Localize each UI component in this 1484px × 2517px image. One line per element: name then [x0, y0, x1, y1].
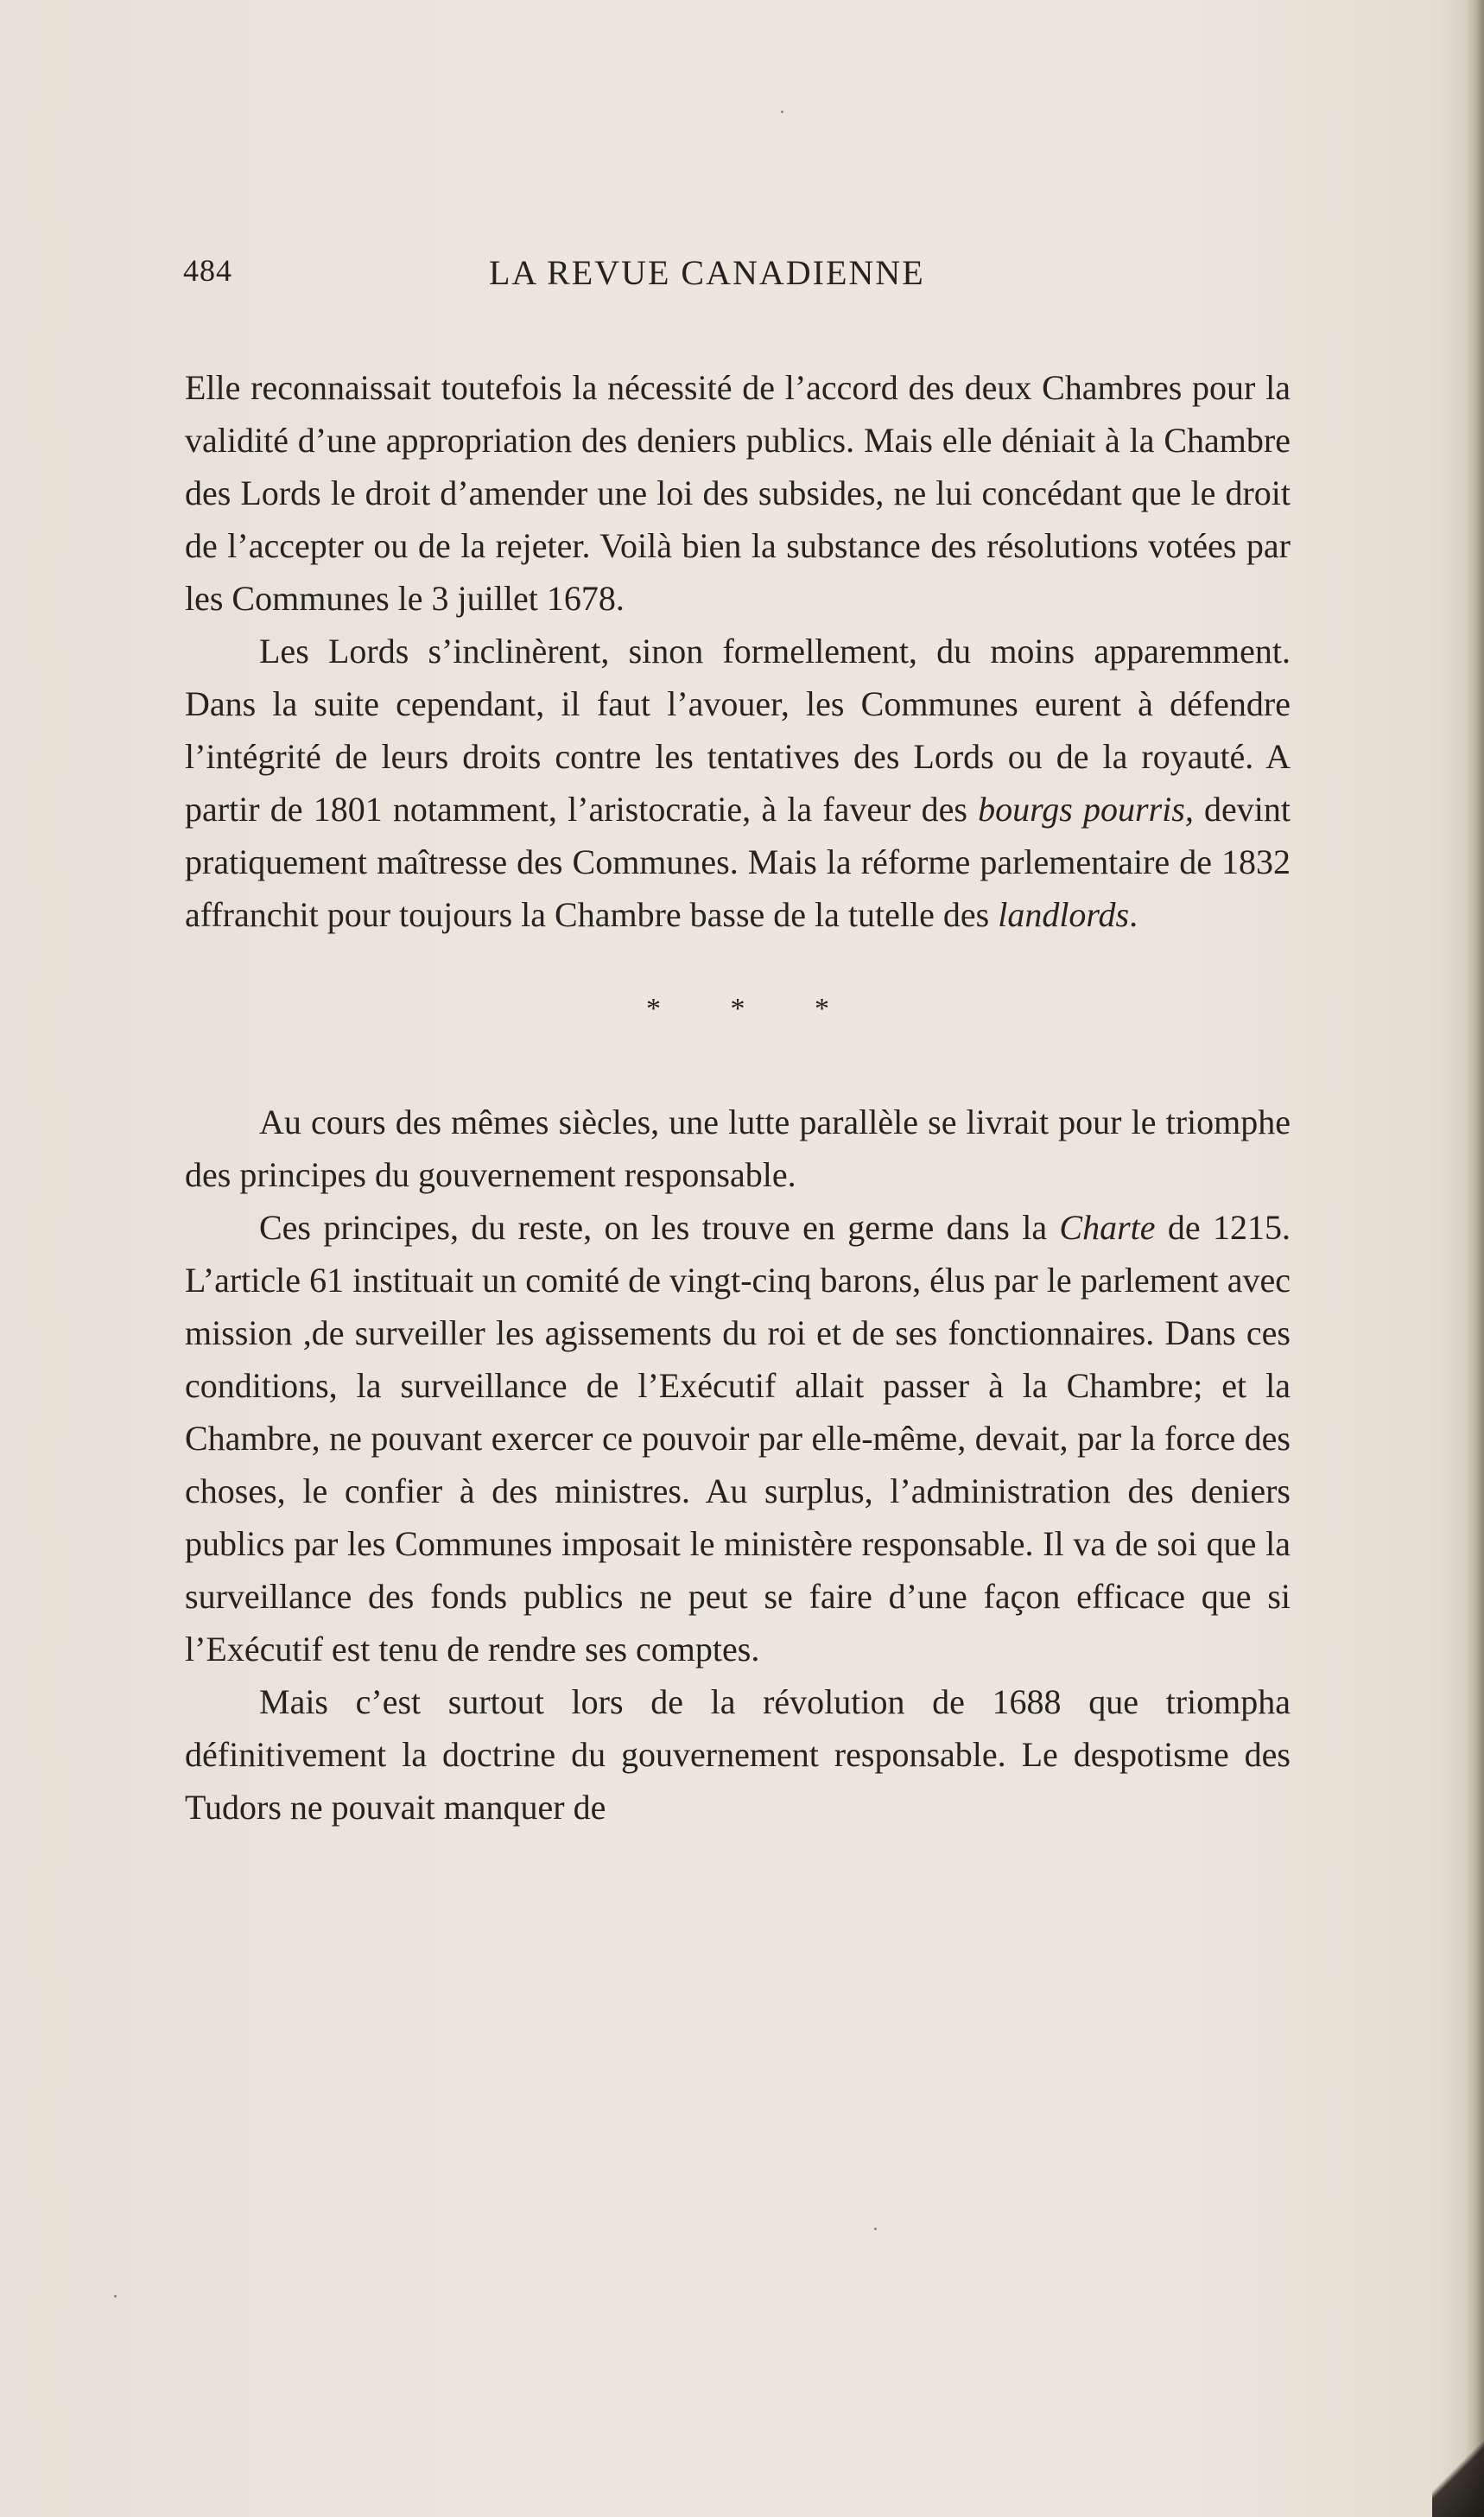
paragraph-text: .	[1129, 895, 1138, 934]
paragraph-text: de 1215. L’article 61 instituait un comité de vingt-cinq barons, élus par le parlement avec mission ,de surveiller les agissements du roi et de ses fonctionnaires. Dans ces conditions, la surveillance de l’Exécutif allait passer à la Chambre; et la Chambre, ne pouvant exercer ce pouvoir par elle-même, devait, par la force des choses, le confier à des ministres. Au surplus, l’administration des deniers publics par les Communes imposait le ministère responsable. Il va de soi que la surveillance des fonds publics ne peut se faire d’une façon efficace que si l’Exécutif est tenu de rendre ses comptes.	[185, 1208, 1291, 1668]
italic-text: landlords	[998, 895, 1130, 934]
paragraph-text: devint pratiquement maîtresse des Communes. Mais la réforme parlementaire de 1832 affranchit pour toujours la Chambre basse de la tutelle des	[185, 790, 1291, 934]
italic-text: Charte	[1059, 1208, 1156, 1247]
running-head	[183, 252, 1289, 296]
body-text	[185, 361, 1291, 1834]
paragraph	[185, 625, 1291, 941]
paragraph	[185, 1675, 1291, 1834]
paragraph	[185, 1201, 1291, 1675]
paper-speck	[874, 2228, 877, 2230]
journal-title: LA REVUE CANADIENNE	[489, 253, 925, 292]
paper-speck	[114, 2295, 117, 2298]
paragraph-text: Ces principes, du reste, on les trouve en germe dans la	[259, 1208, 1060, 1247]
paper-speck	[781, 111, 783, 113]
paragraph	[185, 1096, 1291, 1201]
page-number: 484	[183, 253, 232, 288]
paragraph	[185, 361, 1291, 625]
italic-text: bourgs pourris,	[978, 790, 1194, 829]
section-separator: * * *	[646, 993, 860, 1025]
page-edge-shadow	[1465, 0, 1484, 2517]
paragraph-text: Mais c’est surtout lors de la révolution de 1688 que triompha définitivement la doctrine du gouvernement responsable. Le despotisme des Tudors ne pouvait manquer de	[185, 1682, 1291, 1827]
corner-shadow	[1432, 2396, 1484, 2517]
paragraph-text: Les Lords s’inclinèrent, sinon formellement, du moins apparemment. Dans la suite cependant, il faut l’avouer, les Communes eurent à défendre l’intégrité de leurs droits contre les tentatives des Lords ou de la royauté. A partir de 1801 notamment, l’aristocratie, à la faveur des	[185, 632, 1291, 829]
paragraph-text: Elle reconnaissait toutefois la nécessité de l’accord des deux Chambres pour la validité d’une appropriation des deniers publics. Mais elle déniait à la Chambre des Lords le droit d’amender une loi des subsides, ne lui concédant que le droit de l’accepter ou de la rejeter. Voilà bien la substance des résolutions votées par les Communes le 3 juillet 1678.	[185, 368, 1291, 618]
paragraph-text: Au cours des mêmes siècles, une lutte parallèle se livrait pour le triomphe des principes du gouvernement responsable.	[185, 1103, 1291, 1194]
